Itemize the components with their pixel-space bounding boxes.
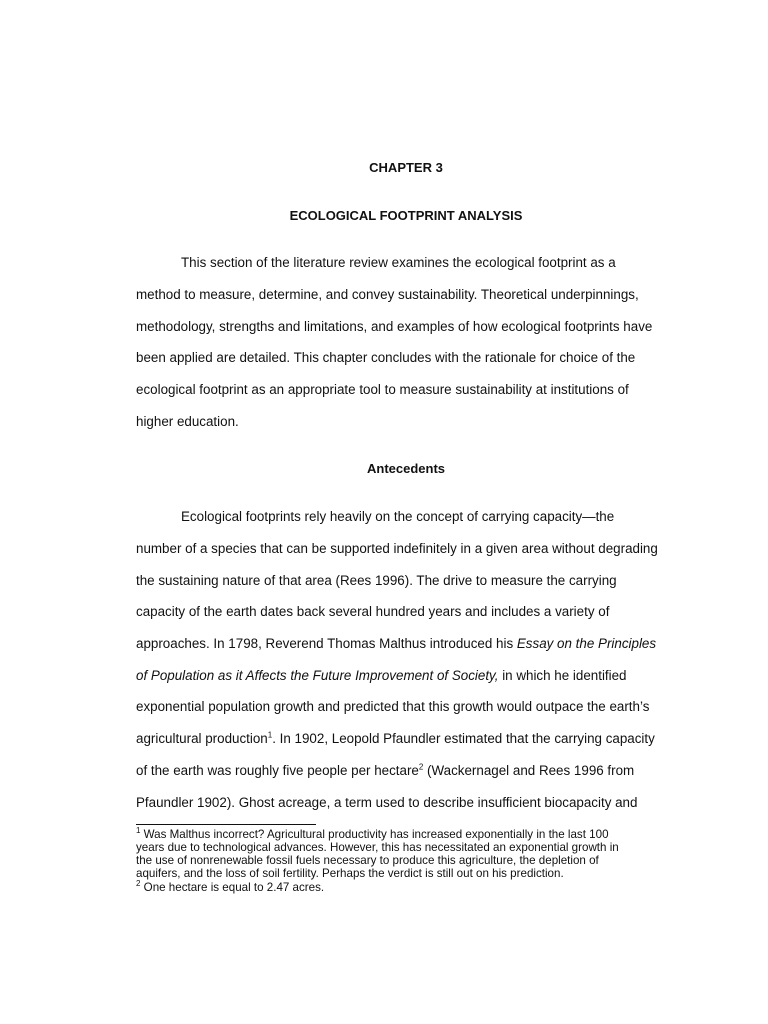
footnote-text: One hectare is equal to 2.47 acres.: [140, 881, 325, 894]
text-run: (Wackernagel and Rees 1996 from: [423, 763, 635, 778]
intro-line: been applied are detailed. This chapter concludes with the rationale for choice of the: [136, 350, 636, 365]
chapter-title: ECOLOGICAL FOOTPRINT ANALYSIS: [289, 208, 523, 223]
body-line-agri: [136, 731, 655, 747]
text-run: . In 1902, Leopold Pfaundler estimated that the carrying capacity: [272, 731, 655, 746]
footnote-mark: 2: [136, 879, 141, 889]
intro-line: higher education.: [136, 414, 239, 429]
essay-title: Essay on the Principles: [516, 636, 657, 651]
body-line: Ecological footprints rely heavily on the concept of carrying capacity—the: [181, 509, 615, 524]
text-run: in which he identified: [498, 668, 627, 683]
footnote-2: [136, 881, 324, 894]
text-run: agricultural production: [136, 731, 268, 746]
footnote-divider: [136, 824, 316, 825]
body-line: number of a species that can be supported indefinitely in a given area without degrading: [136, 541, 658, 556]
body-line: Pfaundler 1902). Ghost acreage, a term used to describe insufficient biocapacity and: [136, 795, 638, 810]
body-line-malthus: [136, 636, 656, 652]
body-line-hectare: [136, 763, 634, 779]
body-line-essay: [136, 668, 627, 684]
section-heading: Antecedents: [366, 461, 446, 476]
footnote-text: Was Malthus incorrect? Agricultural productivity has increased exponentially in the last 100: [140, 828, 609, 841]
body-line: the sustaining nature of that area (Rees 1996). The drive to measure the carrying: [136, 573, 617, 588]
footnote-1: [136, 828, 609, 841]
intro-line: methodology, strengths and limitations, and examples of how ecological footprints have: [136, 319, 653, 334]
intro-line: method to measure, determine, and convey sustainability. Theoretical underpinnings,: [136, 287, 639, 302]
footnote-ref: 1: [267, 730, 273, 740]
chapter-label: CHAPTER 3: [369, 160, 443, 175]
footnote-mark: 1: [136, 826, 141, 836]
body-line: exponential population growth and predicted that this growth would outpace the earth’s: [136, 699, 650, 714]
text-run: of the earth was roughly five people per hectare: [136, 763, 419, 778]
footnote-line: aquifers, and the loss of soil fertility. Perhaps the verdict is still out on his prediction.: [136, 867, 564, 880]
footnote-line: the use of nonrenewable fossil fuels necessary to produce this agriculture, the depletion of: [136, 854, 599, 867]
footnote-ref: 2: [418, 762, 424, 772]
footnote-line: years due to technological advances. However, this has necessitated an exponential growth in: [136, 841, 619, 854]
body-line: capacity of the earth dates back several hundred years and includes a variety of: [136, 604, 610, 619]
intro-line: ecological footprint as an appropriate tool to measure sustainability at institutions of: [136, 382, 629, 397]
text-run: approaches. In 1798, Reverend Thomas Malthus introduced his: [136, 636, 517, 651]
essay-title: of Population as it Affects the Future Improvement of Society,: [136, 668, 499, 683]
intro-line: This section of the literature review examines the ecological footprint as a: [181, 255, 616, 270]
